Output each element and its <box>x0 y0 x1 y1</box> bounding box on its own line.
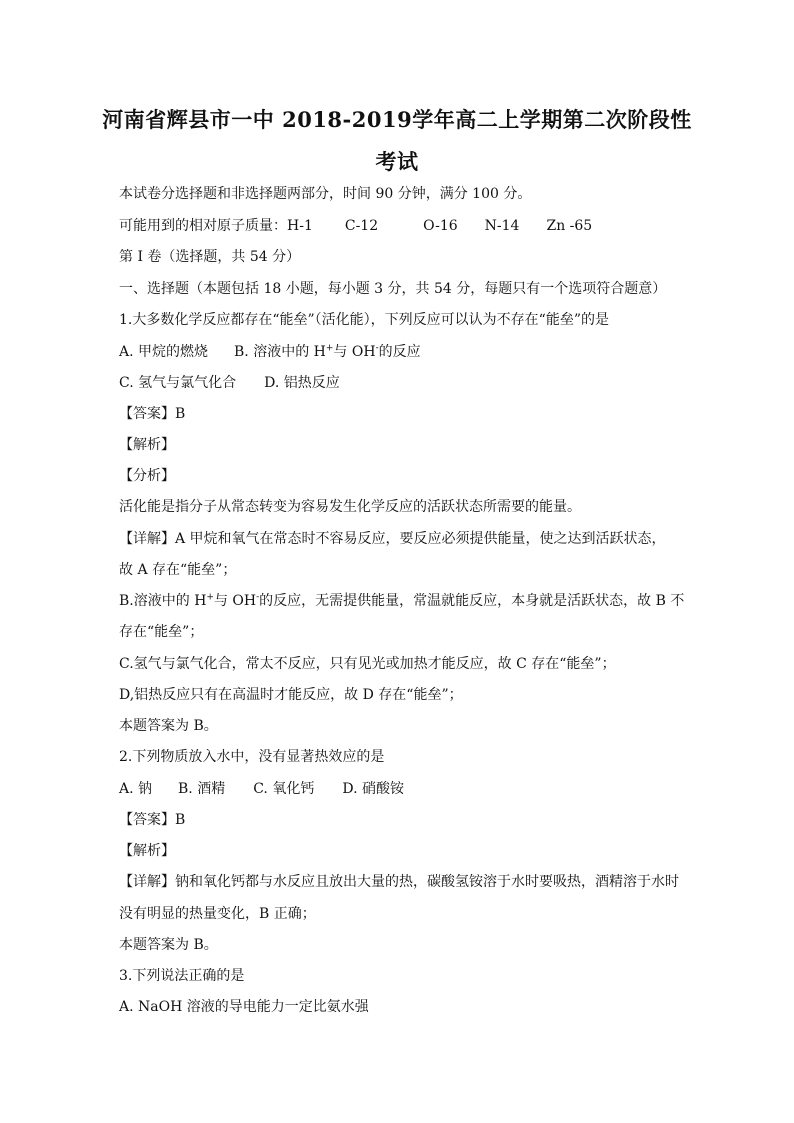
q1-fenxi-heading: 【分析】 <box>119 468 175 484</box>
q1-option-b: B. 溶液中的 H+与 OH-的反应 <box>234 343 421 360</box>
section1-heading: 一、选择题（本题包括 18 小题，每小题 3 分，共 54 分，每题只有一个选项符合题意） <box>119 281 667 297</box>
title-line-2: 考试 <box>375 149 419 174</box>
title-line-1: 河南省辉县市一中 2018-2019学年高二上学期第二次阶段性 <box>102 107 692 132</box>
q2-option-b: B. 酒精 <box>178 781 226 797</box>
q2-option-d: D. 硝酸铵 <box>342 781 404 797</box>
q2-jiexi-heading: 【解析】 <box>119 843 175 859</box>
q2-detail-1: 【详解】钠和氧化钙都与水反应且放出大量的热，碳酸氢铵溶于水时要吸热，酒精溶于水时 <box>119 874 679 890</box>
q1-option-a: A. 甲烷的燃烧 <box>119 344 209 360</box>
q1-detail-c: C.氢气与氯气化合，常太不反应，只有见光或加热才能反应，故 C 存在“能垒”； <box>119 656 616 672</box>
q2-stem: 2.下列物质放入水中，没有显著热效应的是 <box>119 749 385 765</box>
q3-option-a: A. NaOH 溶液的导电能力一定比氨水强 <box>119 999 369 1015</box>
q3-stem: 3.下列说法正确的是 <box>119 968 245 984</box>
q1-detail-a-2: 故 A 存在“能垒”； <box>119 562 237 578</box>
q2-answer: 【答案】B <box>119 812 186 828</box>
q1-conclusion: 本题答案为 B。 <box>119 718 218 734</box>
q1-detail-a-1: 【详解】A 甲烷和氧气在常态时不容易反应，要反应必须提供能量，使之达到活跃状态， <box>119 531 666 547</box>
q2-conclusion: 本题答案为 B。 <box>119 937 218 953</box>
q1-option-c: C. 氢气与氯气化合 <box>119 375 237 391</box>
q2-detail-2: 没有明显的热量变化，B 正确； <box>119 906 316 922</box>
q1-stem: 1.大多数化学反应都存在“能垒”（活化能），下列反应可以认为不存在“能垒”的是 <box>119 312 609 328</box>
atomic-mass-o: O-16 <box>423 218 458 234</box>
q1-answer: 【答案】B <box>119 406 186 422</box>
q1-fenxi-text: 活化能是指分子从常态转变为容易发生化学反应的活跃状态所需要的能量。 <box>119 499 581 515</box>
q1-option-d: D. 铝热反应 <box>264 375 340 391</box>
q2-option-c: C. 氧化钙 <box>253 781 315 797</box>
q2-options <box>119 779 404 799</box>
part1-heading: 第 I 卷（选择题，共 54 分） <box>119 249 301 265</box>
q1-options-cd <box>119 373 340 393</box>
q2-option-a: A. 钠 <box>119 781 153 797</box>
atomic-mass-n: N-14 <box>484 218 520 234</box>
q1-detail-d: D,铝热反应只有在高温时才能反应，故 D 存在“能垒”； <box>119 687 463 703</box>
q1-detail-b-2: 存在“能垒”； <box>119 624 204 640</box>
atomic-mass-zn: Zn -65 <box>546 218 593 234</box>
atomic-mass-line <box>119 216 592 236</box>
intro-text: 本试卷分选择题和非选择题两部分，时间 90 分钟，满分 100 分。 <box>119 186 532 202</box>
atomic-mass-label: 可能用到的相对原子质量： <box>119 218 287 234</box>
q1-jiexi-heading: 【解析】 <box>119 437 175 453</box>
atomic-mass-h: H-1 <box>287 218 313 234</box>
q1-options-ab <box>119 342 421 362</box>
atomic-mass-c: C-12 <box>344 218 379 234</box>
q1-detail-b-1: B.溶液中的 H+与 OH-的反应，无需提供能量，常温就能反应，本身就是活跃状态，故 B 不 <box>119 592 685 609</box>
